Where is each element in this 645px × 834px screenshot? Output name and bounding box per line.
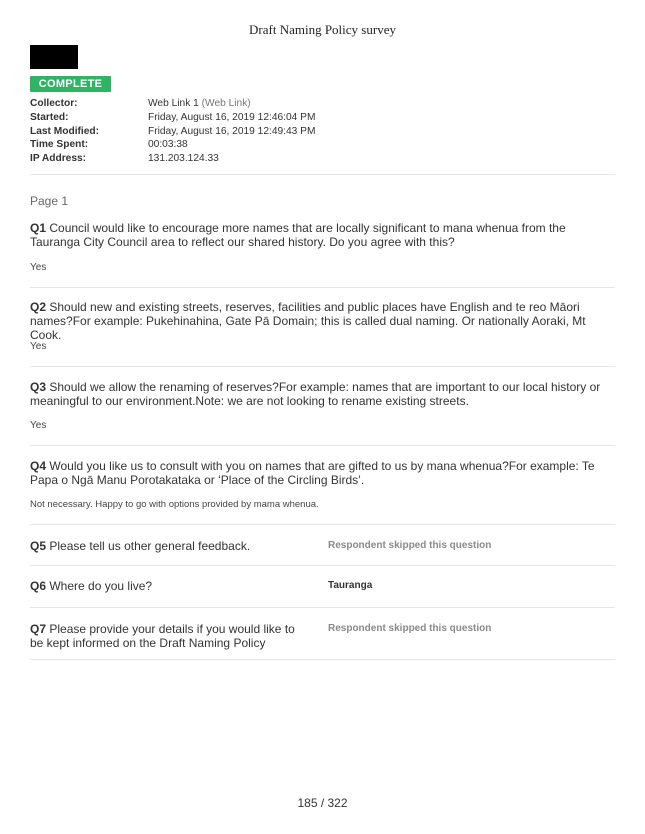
question-number: Q1: [30, 221, 47, 235]
status-badge: COMPLETE: [30, 76, 111, 92]
meta-label: Started:: [30, 111, 69, 123]
response-metadata: [30, 97, 615, 166]
answer-4: Not necessary. Happy to go with options provided by mama whenua.: [30, 499, 319, 510]
meta-label: Time Spent:: [30, 139, 89, 151]
meta-label: Last Modified:: [30, 125, 100, 137]
question-4: [30, 459, 615, 487]
meta-label: IP Address:: [30, 153, 87, 165]
question-number: Q7: [30, 622, 47, 636]
answer-6: Tauranga: [328, 580, 373, 591]
page-label: Page 1: [30, 194, 69, 208]
meta-value: 00:03:38: [148, 139, 188, 151]
answer-1: Yes: [30, 262, 47, 273]
meta-row-collector: [30, 97, 615, 111]
answer-3: Yes: [30, 420, 47, 431]
question-text: Where do you live?: [49, 579, 153, 593]
question-text: Should new and existing streets, reserves, facilities and public places have English and te reo Māori names?For example: Pukehinahina, Gate Pā Domain; this is called dual naming. Or nationally Aoraki, Mt Cook.: [30, 300, 586, 342]
answer-7-skipped: Respondent skipped this question: [328, 623, 492, 634]
meta-value: 131.203.124.33: [148, 153, 219, 165]
meta-value: Friday, August 16, 2019 12:49:43 PM: [148, 125, 316, 137]
document-title: Draft Naming Policy survey: [249, 22, 396, 37]
meta-value: Friday, August 16, 2019 12:46:04 PM: [148, 111, 316, 123]
divider: [30, 174, 615, 175]
answer-5-skipped: Respondent skipped this question: [328, 540, 492, 551]
meta-row-last-modified: [30, 125, 615, 139]
question-number: Q3: [30, 380, 47, 394]
question-3: [30, 380, 615, 408]
question-7: [30, 622, 310, 650]
question-text: Council would like to encourage more names that are locally significant to mana whenua from the Tauranga City Council area to reflect our shared history. Do you agree with this?: [30, 221, 566, 249]
answer-2: Yes: [30, 341, 47, 352]
meta-value: [148, 97, 251, 111]
meta-label: Collector:: [30, 98, 78, 109]
question-text: Would you like us to consult with you on names that are gifted to us by mana whenua?For example: Te Papa o Ngā Manu Porotakataka or ‘Place of the Circling Birds’.: [30, 459, 595, 487]
divider: [30, 287, 615, 288]
collector-name: Web Link 1: [148, 98, 199, 109]
redacted-block: [30, 45, 78, 69]
question-text: Please provide your details if you would like to be kept informed on the Draft Naming Policy: [30, 622, 295, 650]
page-number: 185 / 322: [297, 796, 348, 810]
divider: [30, 524, 615, 525]
question-number: Q2: [30, 300, 47, 314]
question-1: [30, 221, 615, 249]
divider: [30, 607, 615, 608]
question-5: [30, 539, 310, 553]
meta-row-started: [30, 111, 615, 125]
question-number: Q5: [30, 539, 47, 553]
meta-row-time-spent: [30, 138, 615, 152]
question-2: [30, 300, 615, 342]
question-6: [30, 579, 310, 593]
divider: [30, 565, 615, 566]
divider: [30, 659, 615, 660]
collector-type: (Web Link): [201, 98, 251, 109]
meta-row-ip-address: [30, 152, 615, 166]
question-text: Please tell us other general feedback.: [49, 539, 251, 553]
divider: [30, 366, 615, 367]
question-text: Should we allow the renaming of reserves?For example: names that are important to our local history or meaningful to our environment.Note: we are not looking to rename existing streets.: [30, 380, 601, 408]
question-number: Q6: [30, 579, 47, 593]
question-number: Q4: [30, 459, 47, 473]
divider: [30, 445, 615, 446]
